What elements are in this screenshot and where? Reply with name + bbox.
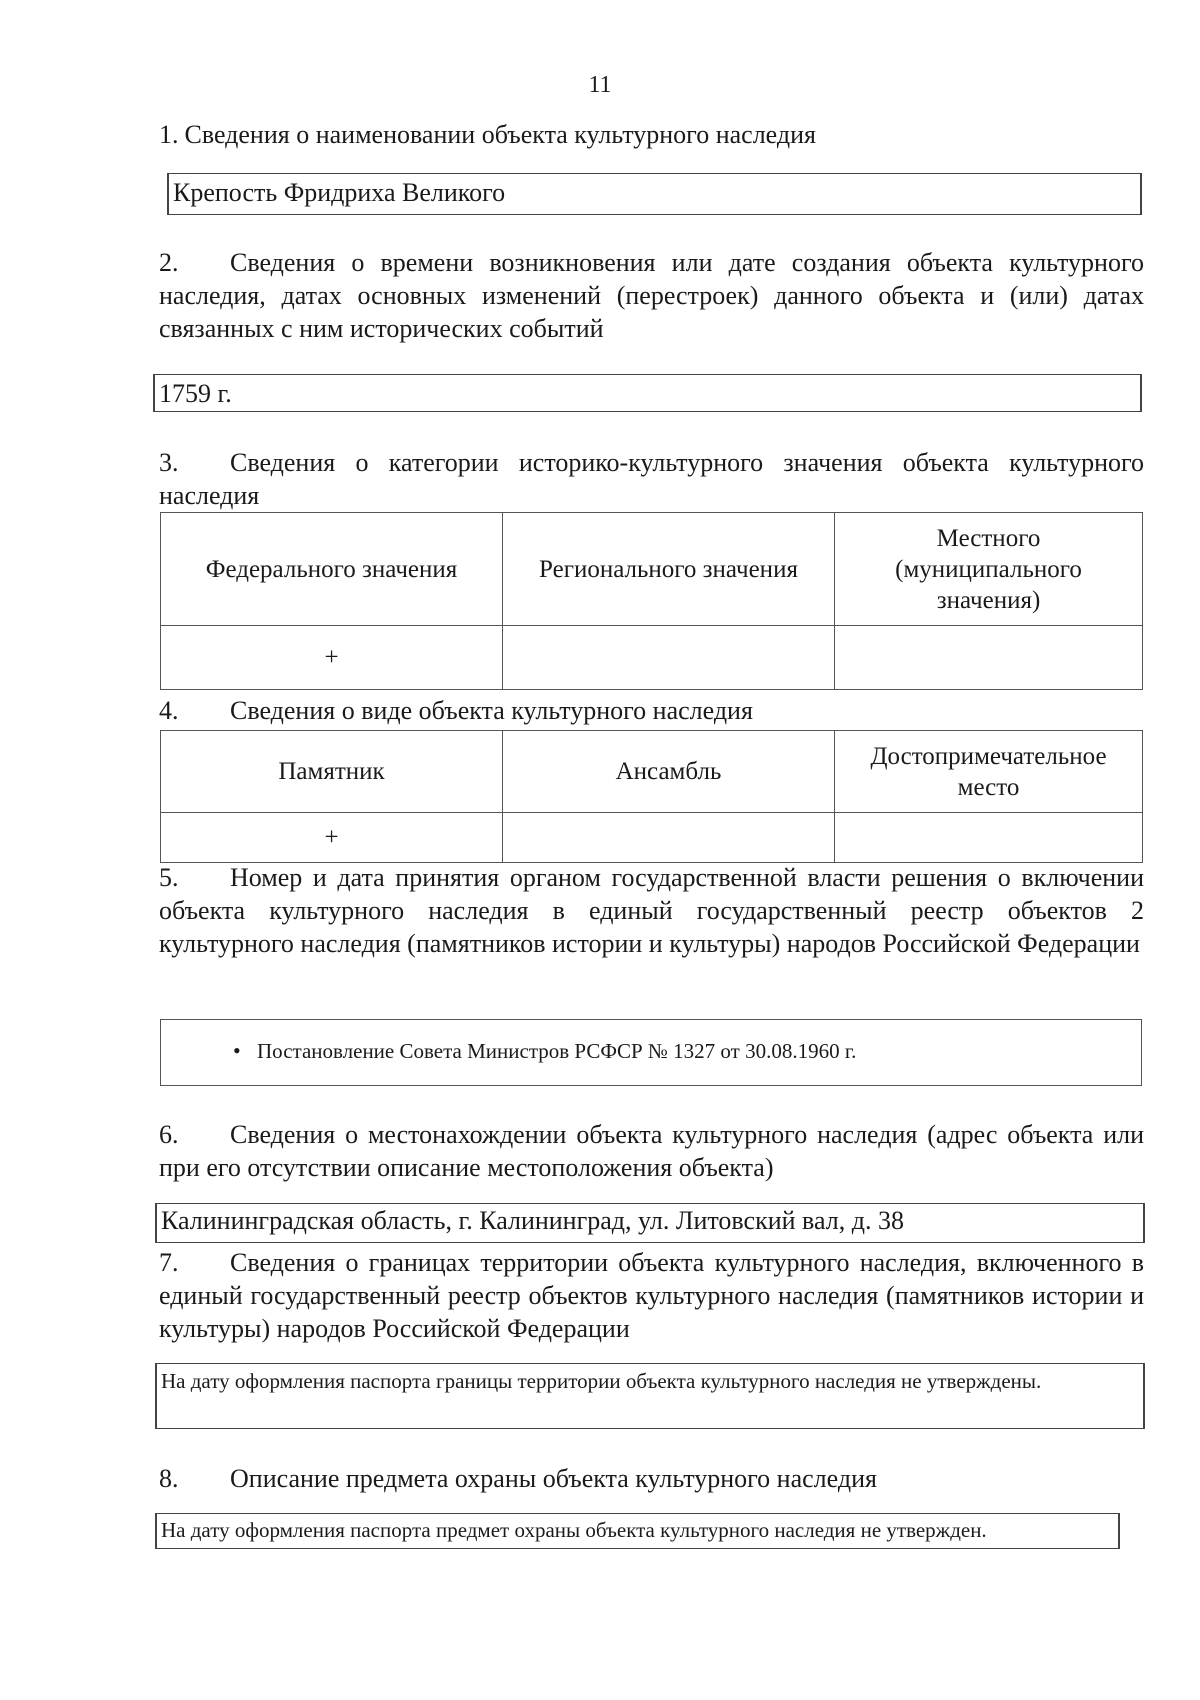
significance-category-table <box>160 512 1143 690</box>
protection-subject-value: На дату оформления паспорта предмет охраны объекта культурного наследия не утвержден. <box>161 1518 987 1542</box>
header-landmark: Достопримечательное место <box>835 731 1143 813</box>
section-6-heading <box>159 1118 1144 1184</box>
section-8-heading <box>159 1462 1144 1495</box>
section-4-heading <box>159 694 1144 727</box>
header-ensemble: Ансамбль <box>503 731 835 813</box>
table-header-row <box>161 513 1143 626</box>
section-7-title: Сведения о границах территории объекта культурного наследия, включенного в единый государственный реестр объектов культурного наследия (памятников истории и культуры) народов Российской Федерации <box>159 1248 1144 1343</box>
mark-monument: + <box>161 813 503 863</box>
object-type-table <box>160 730 1143 863</box>
section-6-title: Сведения о местонахождении объекта культурного наследия (адрес объекта или при его отсутствии описание местоположения объекта) <box>159 1120 1144 1182</box>
section-2-heading <box>159 246 1144 345</box>
creation-date-field <box>153 374 1142 412</box>
territory-boundaries-value: На дату оформления паспорта границы территории объекта культурного наследия не утверждены. <box>161 1369 1042 1393</box>
section-5-number: 5. <box>159 863 179 892</box>
section-2-number: 2. <box>159 248 179 277</box>
section-3-number: 3. <box>159 448 179 477</box>
header-local: Местного (муниципального значения) <box>835 513 1143 626</box>
section-7-heading <box>159 1246 1144 1345</box>
creation-date-value: 1759 г. <box>159 379 232 408</box>
section-5-title: Номер и дата принятия органом государственной власти решения о включении объекта культурного наследия в единый государственный реестр объектов 2 культурного наследия (памятников истории и культуры) народов Российской Федерации <box>159 863 1144 958</box>
territory-boundaries-field <box>155 1363 1145 1429</box>
header-regional: Регионального значения <box>503 513 835 626</box>
section-4-title: Сведения о виде объекта культурного наследия <box>230 696 753 725</box>
section-3-title: Сведения о категории историко-культурного значения объекта культурного наследия <box>159 448 1144 510</box>
section-1-title: Сведения о наименовании объекта культурного наследия <box>184 120 816 149</box>
section-6-number: 6. <box>159 1120 179 1149</box>
header-monument: Памятник <box>161 731 503 813</box>
section-8-number: 8. <box>159 1464 179 1493</box>
section-1-heading <box>159 118 1144 151</box>
registry-decision-field <box>160 1019 1142 1086</box>
table-header-row <box>161 731 1143 813</box>
mark-regional <box>503 626 835 690</box>
object-name-field <box>167 173 1142 215</box>
registry-decision-value: Постановление Совета Министров РСФСР № 1327 от 30.08.1960 г. <box>257 1039 857 1063</box>
section-4-number: 4. <box>159 696 179 725</box>
protection-subject-field <box>155 1513 1120 1549</box>
object-name-value: Крепость Фридриха Великого <box>173 178 506 207</box>
location-value: Калининградская область, г. Калининград, ул. Литовский вал, д. 38 <box>161 1206 904 1235</box>
table-row <box>161 626 1143 690</box>
section-3-heading <box>159 446 1144 512</box>
section-1-number: 1. <box>159 120 179 149</box>
section-5-heading <box>159 861 1144 960</box>
table-row <box>161 813 1143 863</box>
mark-ensemble <box>503 813 835 863</box>
page-number: 11 <box>588 72 612 98</box>
mark-local <box>835 626 1143 690</box>
mark-landmark <box>835 813 1143 863</box>
mark-federal: + <box>161 626 503 690</box>
location-field <box>155 1203 1145 1243</box>
header-federal: Федерального значения <box>161 513 503 626</box>
section-8-title: Описание предмета охраны объекта культурного наследия <box>230 1464 877 1493</box>
bullet-icon: • <box>233 1038 241 1063</box>
section-2-title: Сведения о времени возникновения или дате создания объекта культурного наследия, датах основных изменений (перестроек) данного объекта и (или) датах связанных с ним исторических событий <box>159 248 1144 343</box>
section-7-number: 7. <box>159 1248 179 1277</box>
